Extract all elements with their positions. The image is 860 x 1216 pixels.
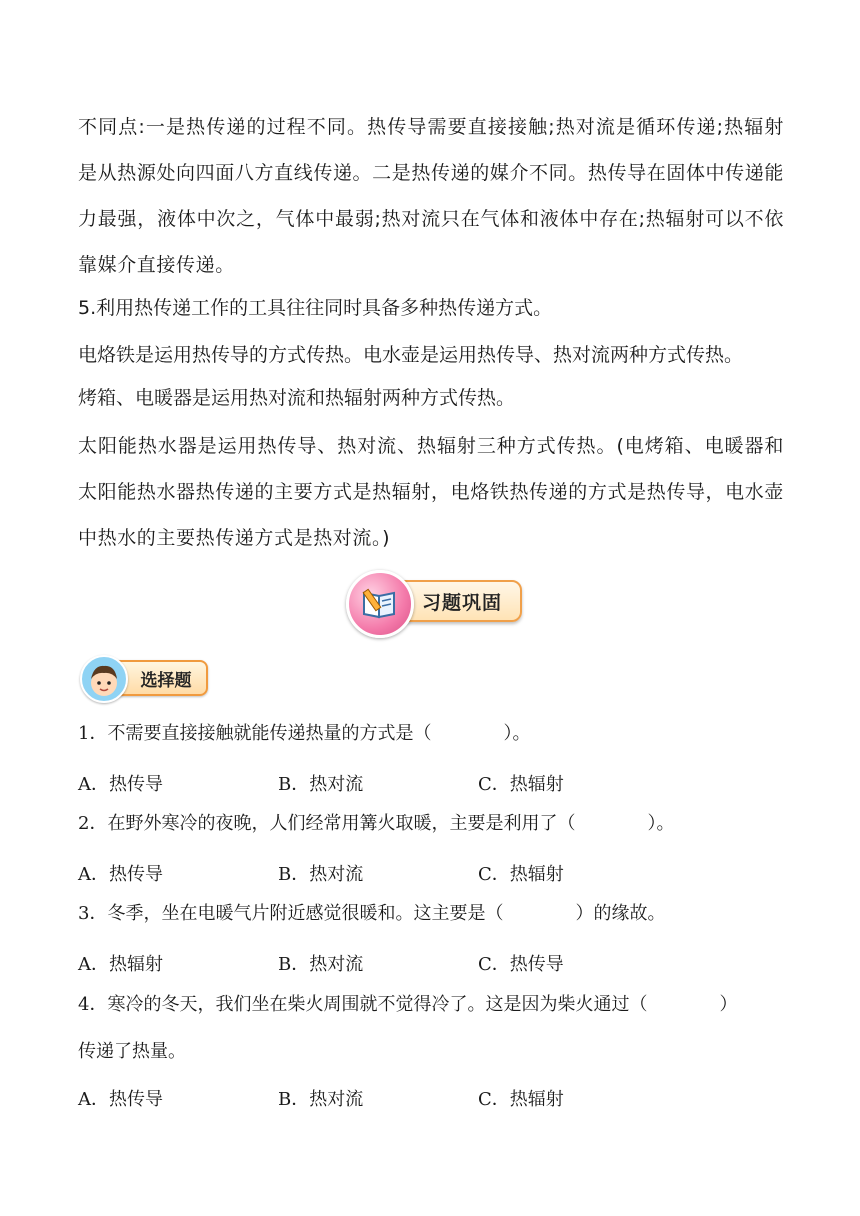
question-3-option-c[interactable]: C．热传导 [478, 954, 564, 975]
question-3-stem: 3．冬季，坐在电暖气片附近感觉很暖和。这主要是（ ）的缘故。 [78, 903, 666, 924]
question-3-option-b[interactable]: B．热对流 [278, 954, 364, 975]
soldering-iron-kettle-text: 电烙铁是运用热传导的方式传热。电水壶是运用热传导、热对流两种方式传热。 [78, 344, 744, 366]
question-4-option-a[interactable]: A．热传导 [78, 1089, 163, 1110]
paragraph-differences: 不同点:一是热传递的过程不同。热传导需要直接接触;热对流是循环传递;热辐射是从热源处向四面八方直线传递。二是热传递的媒介不同。热传导在固体中传递能力最强，液体中次之，气体中最弱;热对流只在气体和液体中存在;热辐射可以不依靠媒介直接传递。 [78, 116, 784, 276]
question-4-option-c[interactable]: C．热辐射 [478, 1089, 564, 1110]
question-1-stem: 1．不需要直接接触就能传递热量的方式是（ ）。 [78, 723, 531, 744]
question-2-option-c[interactable]: C．热辐射 [478, 864, 564, 885]
question-4-option-b[interactable]: B．热对流 [278, 1089, 364, 1110]
notebook-pencil-icon [346, 570, 414, 638]
question-4-stem: 4．寒冷的冬天，我们坐在柴火周围就不觉得冷了。这是因为柴火通过（ ） [78, 994, 738, 1015]
exercise-banner-title: 习题巩固 [421, 591, 502, 614]
solar-heater-paragraph: 太阳能热水器是运用热传导、热对流、热辐射三种方式传热。(电烤箱、电暖器和太阳能热水器热传递的主要方式是热辐射，电烙铁热传递的方式是热传导，电水壶中热水的主要热传递方式是热对流。) [78, 435, 784, 549]
question-2-stem: 2．在野外寒冷的夜晚，人们经常用篝火取暖，主要是利用了（ ）。 [78, 813, 675, 834]
question-1-option-b[interactable]: B．热对流 [278, 774, 364, 795]
thinking-kid-icon [80, 655, 128, 703]
multiple-choice-title: 选择题 [140, 670, 192, 691]
exercise-banner [334, 570, 526, 634]
oven-heater-text: 烤箱、电暖器是运用热对流和热辐射两种方式传热。 [78, 387, 516, 409]
question-3-option-a[interactable]: A．热辐射 [78, 954, 163, 975]
question-4-stem-continued: 传递了热量。 [78, 1041, 186, 1062]
question-2-option-a[interactable]: A．热传导 [78, 864, 163, 885]
question-1-option-a[interactable]: A．热传导 [78, 774, 163, 795]
point-5-heading: 5.利用热传递工作的工具往往同时具备多种热传递方式。 [78, 297, 553, 319]
multiple-choice-tag [76, 653, 212, 703]
question-2-option-b[interactable]: B．热对流 [278, 864, 364, 885]
question-1-option-c[interactable]: C．热辐射 [478, 774, 564, 795]
